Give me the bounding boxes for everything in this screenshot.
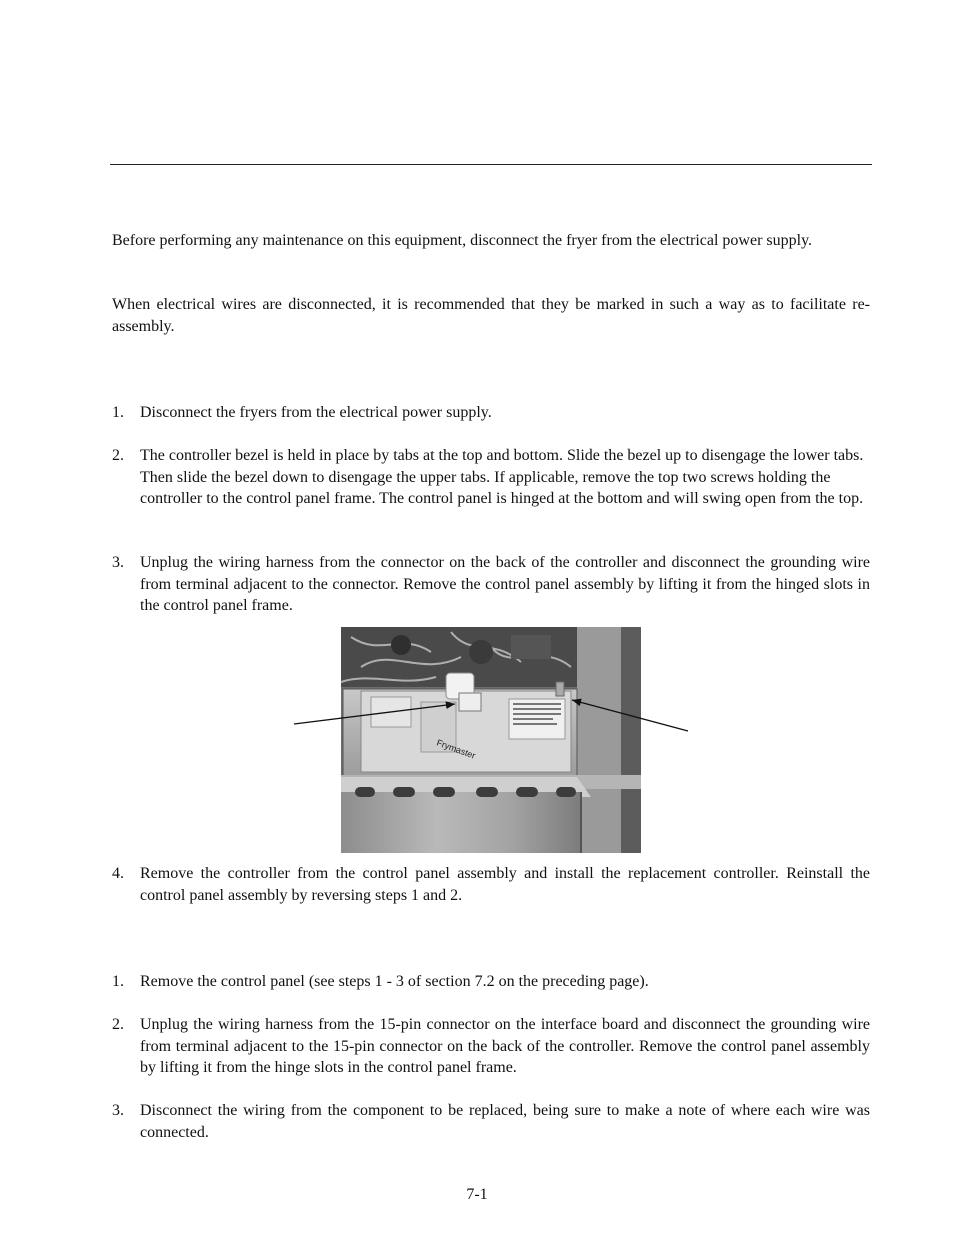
step-text: Disconnect the fryers from the electrical power supply. (140, 404, 492, 421)
step-text: Disconnect the wiring from the component to be replaced, being sure to make a note of where each wire was connected. (140, 1102, 870, 1141)
section1-step-3 (112, 552, 870, 617)
step-number: 2. (112, 1016, 124, 1033)
section1-step-4 (112, 863, 870, 906)
step-number: 1. (112, 973, 124, 990)
section2-step-1 (112, 971, 870, 993)
step-text: Unplug the wiring harness from the connector on the back of the controller and disconnect the grounding wire from terminal adjacent to the connector. Remove the control panel assembly by lifting it from the hinged slots in the control panel frame. (140, 554, 870, 614)
intro-paragraph-2: When electrical wires are disconnected, it is recommended that they be marked in such a way as to facilitate re-assembly. (112, 296, 870, 335)
section1-step-1 (112, 402, 870, 424)
step-number: 3. (112, 554, 124, 571)
section2-step-2 (112, 1014, 870, 1079)
frymaster-label-text: Frymaster (435, 737, 477, 761)
step-text: Unplug the wiring harness from the 15-pin connector on the interface board and disconnect the grounding wire from terminal adjacent to the 15-pin connector on the back of the controller. Remove the control panel assembly by lifting it from the hinge slots in the control panel frame. (140, 1016, 870, 1076)
controller-photo (341, 627, 641, 853)
step-text: Remove the controller from the control panel assembly and install the replacement controller. Reinstall the control panel assembly by reversing steps 1 and 2. (140, 865, 870, 904)
step-number: 4. (112, 865, 124, 882)
intro-paragraph-1: Before performing any maintenance on this equipment, disconnect the fryer from the electrical power supply. (112, 232, 813, 249)
step-text: The controller bezel is held in place by tabs at the top and bottom. Slide the bezel up to disengage the lower tabs. Then slide the bezel down to disengage the upper tabs. If applicable, remove the top two screws holding the controller to the control panel frame. The control panel is hinged at the bottom and will swing open from the top. (140, 447, 864, 507)
page-number: 7-1 (466, 1186, 488, 1203)
step-number: 3. (112, 1102, 124, 1119)
step-number: 1. (112, 404, 124, 421)
section2-step-3 (112, 1100, 870, 1143)
section1-step-2 (112, 445, 870, 510)
step-number: 2. (112, 447, 124, 464)
step-text: Remove the control panel (see steps 1 - 3 of section 7.2 on the preceding page). (140, 973, 649, 990)
header-rule (110, 164, 872, 165)
